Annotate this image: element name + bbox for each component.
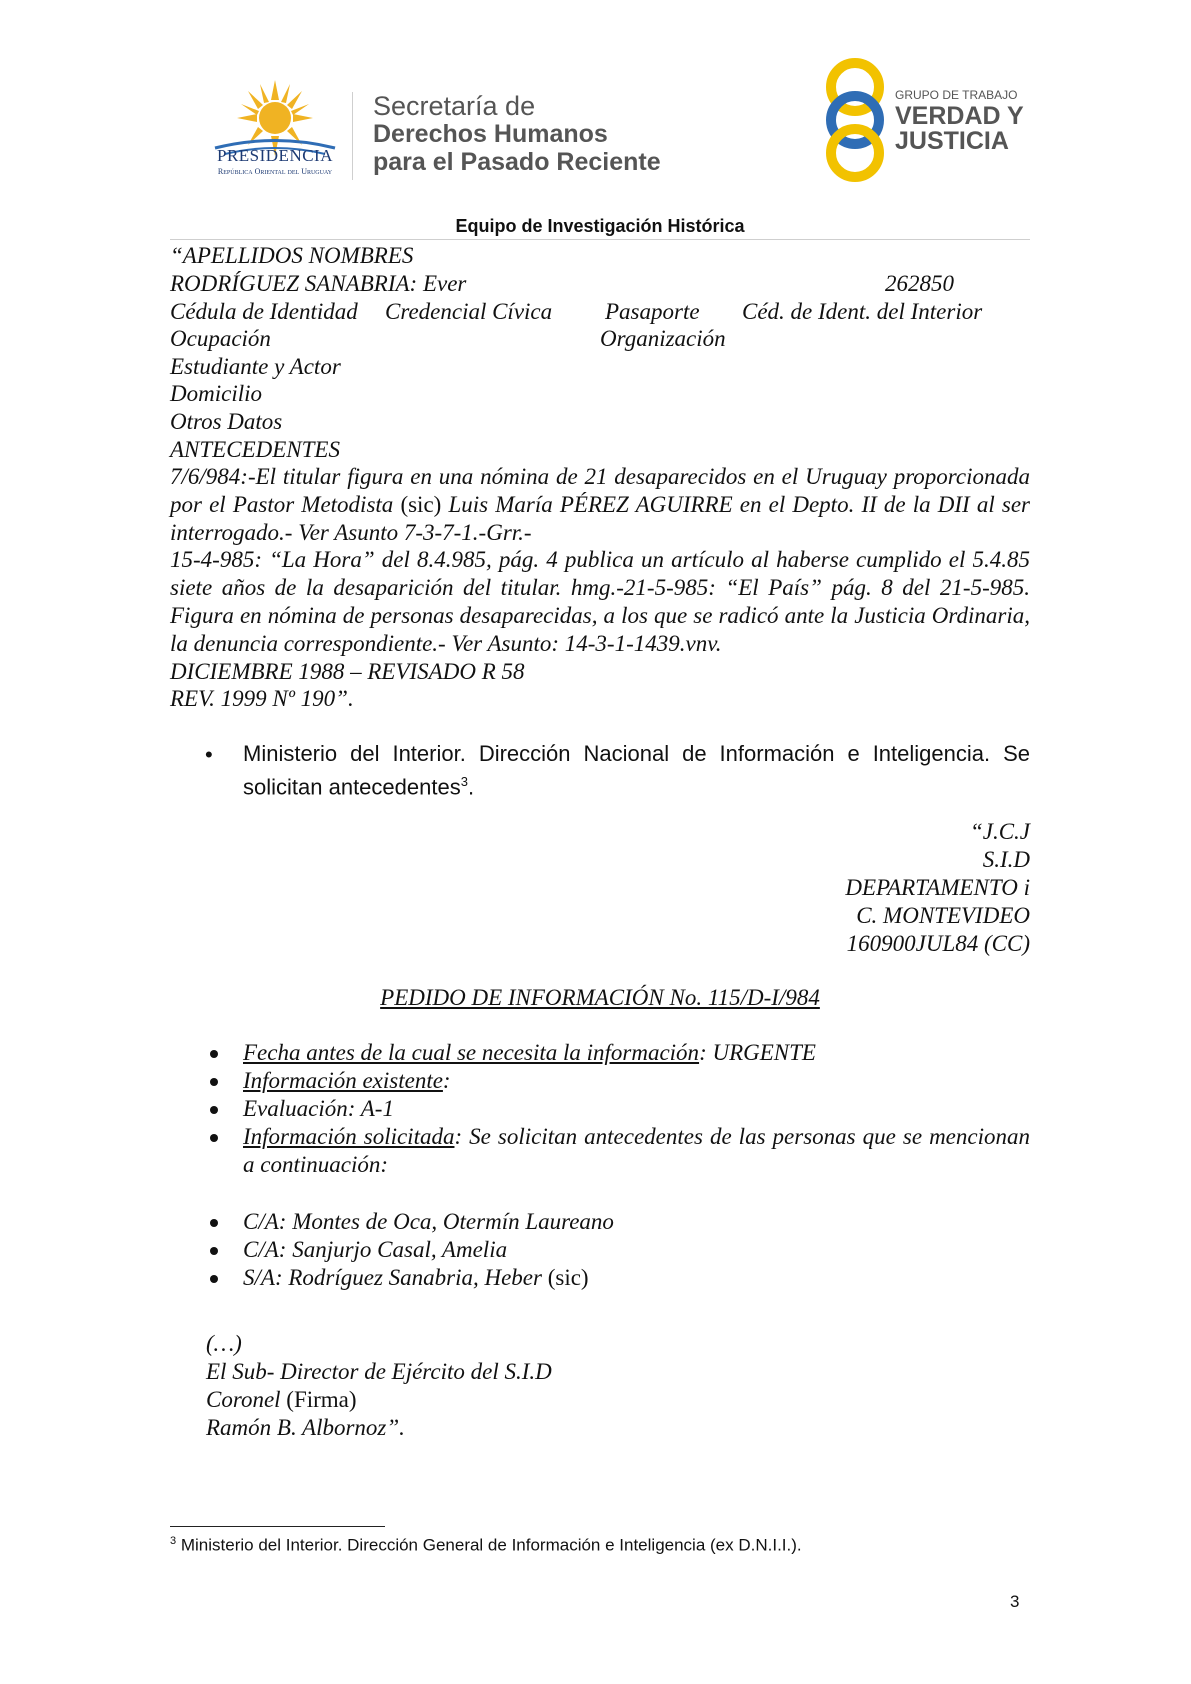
- antecedentes-p1-sic: (sic): [400, 492, 442, 517]
- antecedentes-p1-text-a: 7/6/984:-El titular figura en una nómina de 21 desaparecidos en el Uruguay proporcionada por el Pastor Metodista: [170, 464, 1030, 517]
- bullet-dot: [210, 1219, 218, 1227]
- bullet-dot: [210, 1078, 218, 1086]
- antecedentes-label: ANTECEDENTES: [170, 437, 340, 462]
- person-name: C/A: Montes de Oca, Otermín Laureano: [243, 1209, 614, 1234]
- footnote: [170, 1530, 802, 1557]
- doc-ced-interior-label: Céd. de Ident. del Interior: [742, 299, 983, 324]
- grupo-trabajo-line-1: GRUPO DE TRABAJO: [895, 88, 1018, 102]
- bullet-dot: [210, 1050, 218, 1058]
- address-line-jcj: “J.C.J: [969, 819, 1030, 844]
- existente-label: Información existente: [243, 1068, 443, 1093]
- person-item: [210, 1208, 1030, 1236]
- solicitada-paragraph: [243, 1123, 1030, 1179]
- record-apellidos: “APELLIDOS NOMBRES: [170, 243, 414, 268]
- address-block: [730, 818, 1030, 958]
- ministerio-bullet-text: [243, 740, 1030, 801]
- antecedentes-paragraph-1: [170, 463, 1030, 547]
- domicilio-label: Domicilio: [170, 381, 262, 406]
- presidencia-name: PRESIDENCIA: [216, 146, 333, 165]
- pedido-item-evaluacion: [210, 1095, 1030, 1123]
- pedido-item-solicitada: [210, 1123, 1030, 1179]
- ocupacion-label: Ocupación: [170, 326, 271, 351]
- grupo-trabajo-line-3: JUSTICIA: [895, 127, 1009, 155]
- fecha-label: Fecha antes de la cual se necesita la información: [243, 1040, 700, 1065]
- ministerio-period: .: [467, 774, 475, 800]
- ministerio-bullet-marker: •: [205, 742, 213, 767]
- antecedentes-p1-text-b: Luis María PÉREZ AGUIRRE en el Depto. II de la DII al ser interrogado.- Ver Asunto 7-3-7-1.-Grr.-: [170, 492, 1030, 545]
- closing-line-2: [206, 1386, 357, 1414]
- pedido-item-fecha: [210, 1039, 1030, 1067]
- person-name: S/A: Rodríguez Sanabria, Heber: [243, 1265, 542, 1290]
- revisado-line: DICIEMBRE 1988 – REVISADO R 58: [170, 659, 525, 684]
- footnote-ref-3: 3: [460, 774, 468, 789]
- organizacion-label: Organización: [600, 326, 726, 351]
- doc-credencial-label: Credencial Cívica: [385, 299, 553, 324]
- person-item: [210, 1264, 1030, 1292]
- address-line-dtg: 160900JUL84 (CC): [846, 931, 1030, 956]
- grupo-trabajo-logo: [820, 58, 1050, 183]
- bullet-dot: [210, 1106, 218, 1114]
- address-line-montevideo: C. MONTEVIDEO: [856, 903, 1030, 928]
- secretaria-line-1: Secretaría de: [373, 91, 536, 121]
- closing-name: Ramón B. Albornoz”.: [206, 1415, 405, 1440]
- interlinked-rings-icon: [820, 58, 890, 182]
- team-heading: Equipo de Investigación Histórica: [455, 216, 745, 236]
- fecha-value: : URGENTE: [699, 1040, 816, 1065]
- antecedentes-paragraph-2: 15-4-985: “La Hora” del 8.4.985, pág. 4 publica un artículo al haberse cumplido el 5.4.85 siete años de la desaparición del titular. hmg.-21-5-985: “El País” pág. 8 del 21-5-985. Figura en nómina de personas desaparecidas, a los que se radicó ante la Justicia Ordinaria, la denuncia correspondiente.- Ver Asunto: 14-3-1-1439.vnv.: [170, 547, 1030, 656]
- solicitada-label: Información solicitada: [243, 1124, 455, 1149]
- rev-line: REV. 1999 Nº 190”.: [170, 686, 354, 711]
- doc-cedula-label: Cédula de Identidad: [170, 299, 358, 324]
- presidencia-logo: [195, 78, 355, 178]
- person-item: [210, 1236, 1030, 1264]
- record-number: 262850: [885, 271, 954, 296]
- closing-coronel: Coronel: [206, 1387, 281, 1412]
- address-line-departamento: DEPARTAMENTO i: [845, 875, 1030, 900]
- evaluacion-text: Evaluación: A-1: [243, 1096, 394, 1121]
- grupo-trabajo-line-2: VERDAD Y: [895, 102, 1024, 130]
- record-name: RODRÍGUEZ SANABRIA: Ever: [170, 271, 467, 296]
- ministerio-text: Ministerio del Interior. Dirección Nacional de Información e Inteligencia. Se solicitan antecedentes: [243, 741, 1030, 800]
- closing-firma: (Firma): [286, 1387, 357, 1412]
- otros-datos-label: Otros Datos: [170, 409, 283, 434]
- address-line-sid: S.I.D: [982, 847, 1030, 872]
- solicitada-value: : Se solicitan antecedentes de las personas que se mencionan a continuación:: [243, 1124, 1030, 1177]
- footnote-text: Ministerio del Interior. Dirección General de Información e Inteligencia (ex D.N.I.I.).: [180, 1535, 802, 1555]
- header-divider: [352, 92, 353, 180]
- header-rule: [170, 239, 1030, 240]
- closing-line-1: El Sub- Director de Ejército del S.I.D: [206, 1359, 552, 1384]
- ocupacion-value: Estudiante y Actor: [170, 354, 341, 379]
- footnote-rule: [170, 1526, 385, 1527]
- closing-ellipsis: (…): [206, 1331, 242, 1356]
- pedido-item-existente: [210, 1067, 1030, 1095]
- page-number: 3: [1010, 1592, 1020, 1611]
- footnote-number: 3: [170, 1535, 177, 1547]
- bullet-dot: [210, 1247, 218, 1255]
- bullet-dot: [210, 1134, 218, 1142]
- secretaria-line-3: para el Pasado Reciente: [373, 148, 661, 176]
- person-sic: (sic): [547, 1265, 589, 1290]
- doc-pasaporte-label: Pasaporte: [605, 299, 700, 324]
- secretaria-line-2: Derechos Humanos: [373, 120, 608, 148]
- bullet-dot: [210, 1275, 218, 1283]
- pedido-title: PEDIDO DE INFORMACIÓN No. 115/D-I/984: [380, 985, 820, 1010]
- secretaria-logo-text: [373, 92, 661, 176]
- existente-colon: :: [442, 1068, 451, 1093]
- person-name: C/A: Sanjurjo Casal, Amelia: [243, 1237, 508, 1262]
- presidencia-subtitle: República Oriental del Uruguay: [217, 167, 333, 176]
